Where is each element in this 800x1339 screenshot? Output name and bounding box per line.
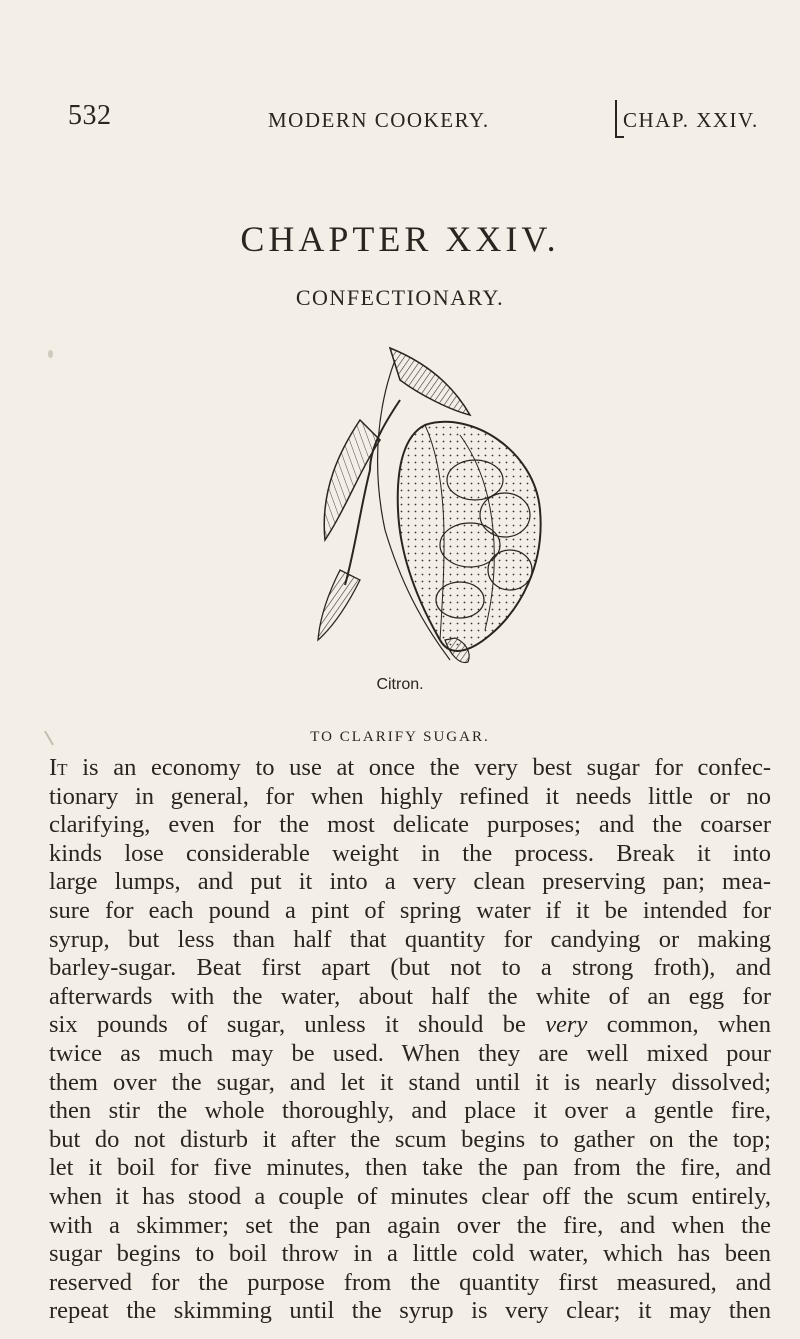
body-line: afterwards with the water, about half the white of an egg for xyxy=(49,982,771,1010)
body-line: tionary in general, for when highly refined it needs little or no xyxy=(49,782,771,810)
body-line: but do not disturb it after the scum begins to gather on the top; xyxy=(49,1125,771,1153)
citron-engraving-icon xyxy=(300,340,560,670)
chapter-heading: CHAPTER XXIV. xyxy=(240,219,560,259)
running-head xyxy=(68,100,768,140)
body-line: let it boil for five minutes, then take the pan from the fire, and xyxy=(49,1154,771,1182)
running-chapter: CHAP. XXIV. xyxy=(623,108,759,132)
body-line: then stir the whole thoroughly, and place it over a gentle fire, xyxy=(49,1097,771,1125)
running-title: MODERN COOKERY. xyxy=(268,108,490,132)
body-line: sure for each pound a pint of spring water if it be intended for xyxy=(49,896,771,924)
body-line: syrup, but less than half that quantity for candying or making xyxy=(49,925,771,953)
page-number: 532 xyxy=(68,100,112,131)
body-line: six pounds of sugar, unless it should be very common, when xyxy=(49,1011,772,1039)
body-line: twice as much may be used. When they are well mixed pour xyxy=(49,1039,771,1067)
body-line: when it has stood a couple of minutes clear off the scum entirely, xyxy=(49,1182,771,1210)
body-text xyxy=(49,754,771,1326)
body-line: sugar begins to boil throw in a little cold water, which has been xyxy=(49,1240,771,1268)
body-line: barley-sugar. Beat first apart (but not to a strong froth), and xyxy=(49,954,771,982)
body-line: kinds lose considerable weight in the process. Break it into xyxy=(49,839,771,867)
body-line: It is an economy to use at once the very best sugar for confec- xyxy=(49,754,771,781)
recipe-title: TO CLARIFY SUGAR. xyxy=(310,729,490,745)
body-line: reserved for the purpose from the quantity first measured, and xyxy=(49,1268,771,1296)
page-smudge xyxy=(48,350,53,358)
body-line: clarifying, even for the most delicate purposes; and the coarser xyxy=(49,811,771,839)
body-line: with a skimmer; set the pan again over the fire, and when the xyxy=(49,1211,771,1239)
figure-caption: Citron. xyxy=(376,676,424,693)
body-line: repeat the skimming until the syrup is very clear; it may then xyxy=(49,1297,771,1325)
body-line: them over the sugar, and let it stand until it is nearly dissolved; xyxy=(49,1068,771,1096)
section-heading: CONFECTIONARY. xyxy=(295,285,505,310)
body-line: large lumps, and put it into a very clean preserving pan; mea- xyxy=(49,868,771,896)
